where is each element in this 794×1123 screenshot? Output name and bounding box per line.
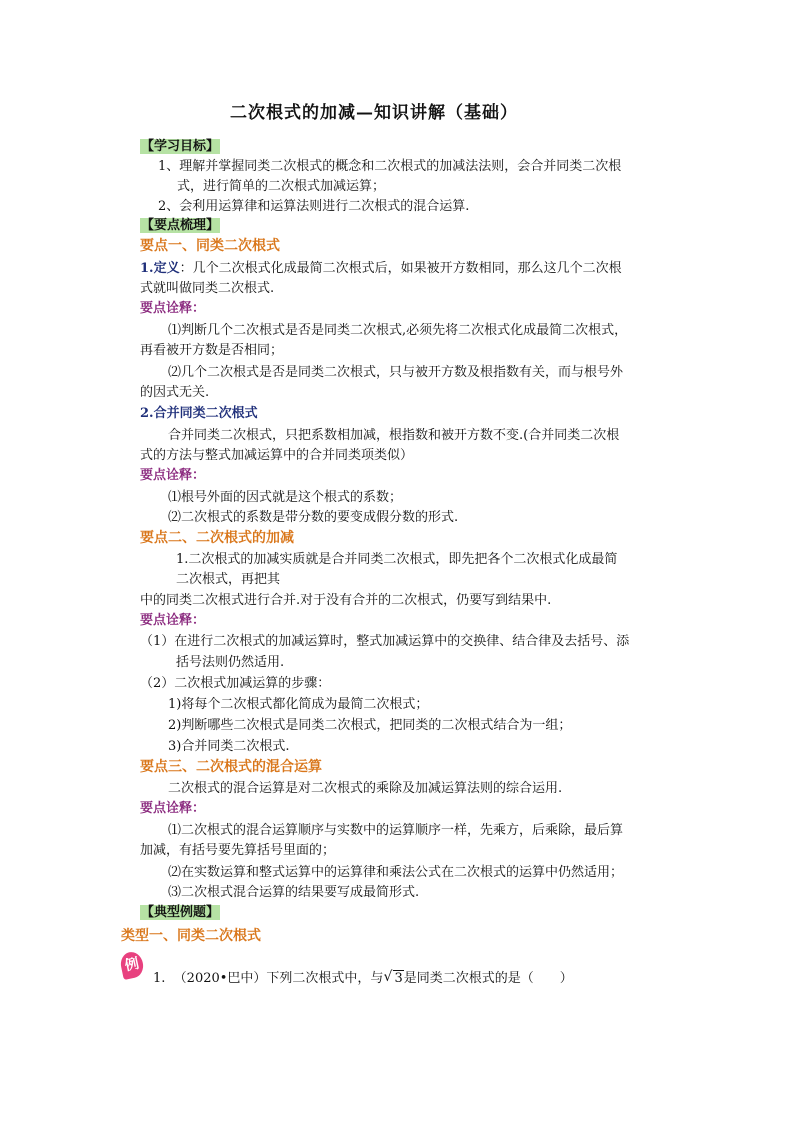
point-2-line-2: 二次根式，再把其 [176,572,281,587]
question-rest: 是同类二次根式的是（ ） [403,971,573,986]
note-1-line-2: 再看被开方数是否相同； [140,343,284,358]
addition-step-3: 3)合并同类二次根式. [168,739,290,754]
merge-note-2: ⑵二次根式的系数是带分数的要变成假分数的形式. [168,510,459,525]
question-source: （2020•巴中）下列二次根式中，与 [173,971,384,986]
merge-line-1: 合并同类二次根式，只把系数相加减，根指数和被开方数不变.(合并同类二次根 [168,428,620,443]
sqrt-radicand: 3 [394,971,403,986]
document-title: 二次根式的加减—知识讲解（基础） [230,103,518,123]
addition-note-1-line-1: （1）在进行二次根式的加减运算时，整式加减运算中的交换律、结合律及去括号、添 [140,634,630,649]
definition-line-1: 1.定义：几个二次根式化成最简二次根式后，如果被开方数相同，那么这几个二次根 [140,261,622,276]
note-label: 要点诠释： [140,613,206,628]
mixed-note-1-line-2: 加减，有括号要先算括号里面的； [140,843,336,858]
note-label: 要点诠释： [140,468,206,483]
point-2-line-1: 1.二次根式的加减实质就是合并同类二次根式，即先把各个二次根式化成最简 [176,552,618,567]
note-2-line-1: ⑵几个二次根式是否是同类二次根式，只与被开方数及根指数有关，而与根号外 [168,365,624,380]
note-2-line-2: 的因式无关. [140,385,210,400]
mixed-note-1-line-1: ⑴二次根式的混合运算顺序与实数中的运算顺序一样，先乘方，后乘除，最后算 [168,823,624,838]
radical-sign-icon: √ [383,969,393,985]
point-3-line-1: 二次根式的混合运算是对二次根式的乘除及加减运算法则的综合运用. [168,781,563,796]
point-3-heading: 要点三、二次根式的混合运算 [140,759,322,775]
addition-note-2: （2）二次根式加减运算的步骤： [140,676,331,691]
type-1-heading: 类型一、同类二次根式 [121,928,261,944]
sqrt-expression [383,970,403,988]
example-1-question [153,970,573,988]
point-2-line-3: 中的同类二次根式进行合并.对于没有合并的二次根式，仍要写到结果中. [140,593,552,608]
note-1-line-1: ⑴判断几个二次根式是否是同类二次根式,必须先将二次根式化成最简二次根式， [168,323,628,338]
goal-1-line-2: 式，进行简单的二次根式加减运算； [177,179,386,194]
mixed-note-3: ⑶二次根式混合运算的结果要写成最简形式. [168,885,420,900]
definition-line-2: 式就叫做同类二次根式. [140,281,275,296]
example-badge: 例 [119,950,146,980]
note-label: 要点诠释： [140,301,206,316]
examples-tag: 【典型例题】 [141,905,220,920]
merge-note-1: ⑴根号外面的因式就是这个根式的系数； [168,490,403,505]
goal-1-line-1: 1、理解并掌握同类二次根式的概念和二次根式的加减法法则，会合并同类二次根 [158,159,622,174]
addition-step-1: 1)将每个二次根式都化简成为最简二次根式； [168,697,429,712]
merge-line-2: 式的方法与整式加减运算中的合并同类项类似） [140,448,414,463]
point-1-heading: 要点一、同类二次根式 [140,238,280,254]
mixed-note-2: ⑵在实数运算和整式运算中的运算律和乘法公式在二次根式的运算中仍然适用； [168,865,624,880]
goals-tag: 【学习目标】 [141,139,220,154]
question-number: 1. [153,971,166,986]
merge-heading: 2.合并同类二次根式 [140,406,258,421]
summary-tag: 【要点梳理】 [141,218,220,233]
addition-note-1-line-2: 括号法则仍然适用. [176,655,285,670]
goal-2: 2、会利用运算律和运算法则进行二次根式的混合运算. [158,199,470,214]
addition-step-2: 2)判断哪些二次根式是同类二次根式，把同类的二次根式结合为一组； [168,718,572,733]
note-label: 要点诠释： [140,801,206,816]
point-2-heading: 要点二、二次根式的加减 [140,530,294,546]
